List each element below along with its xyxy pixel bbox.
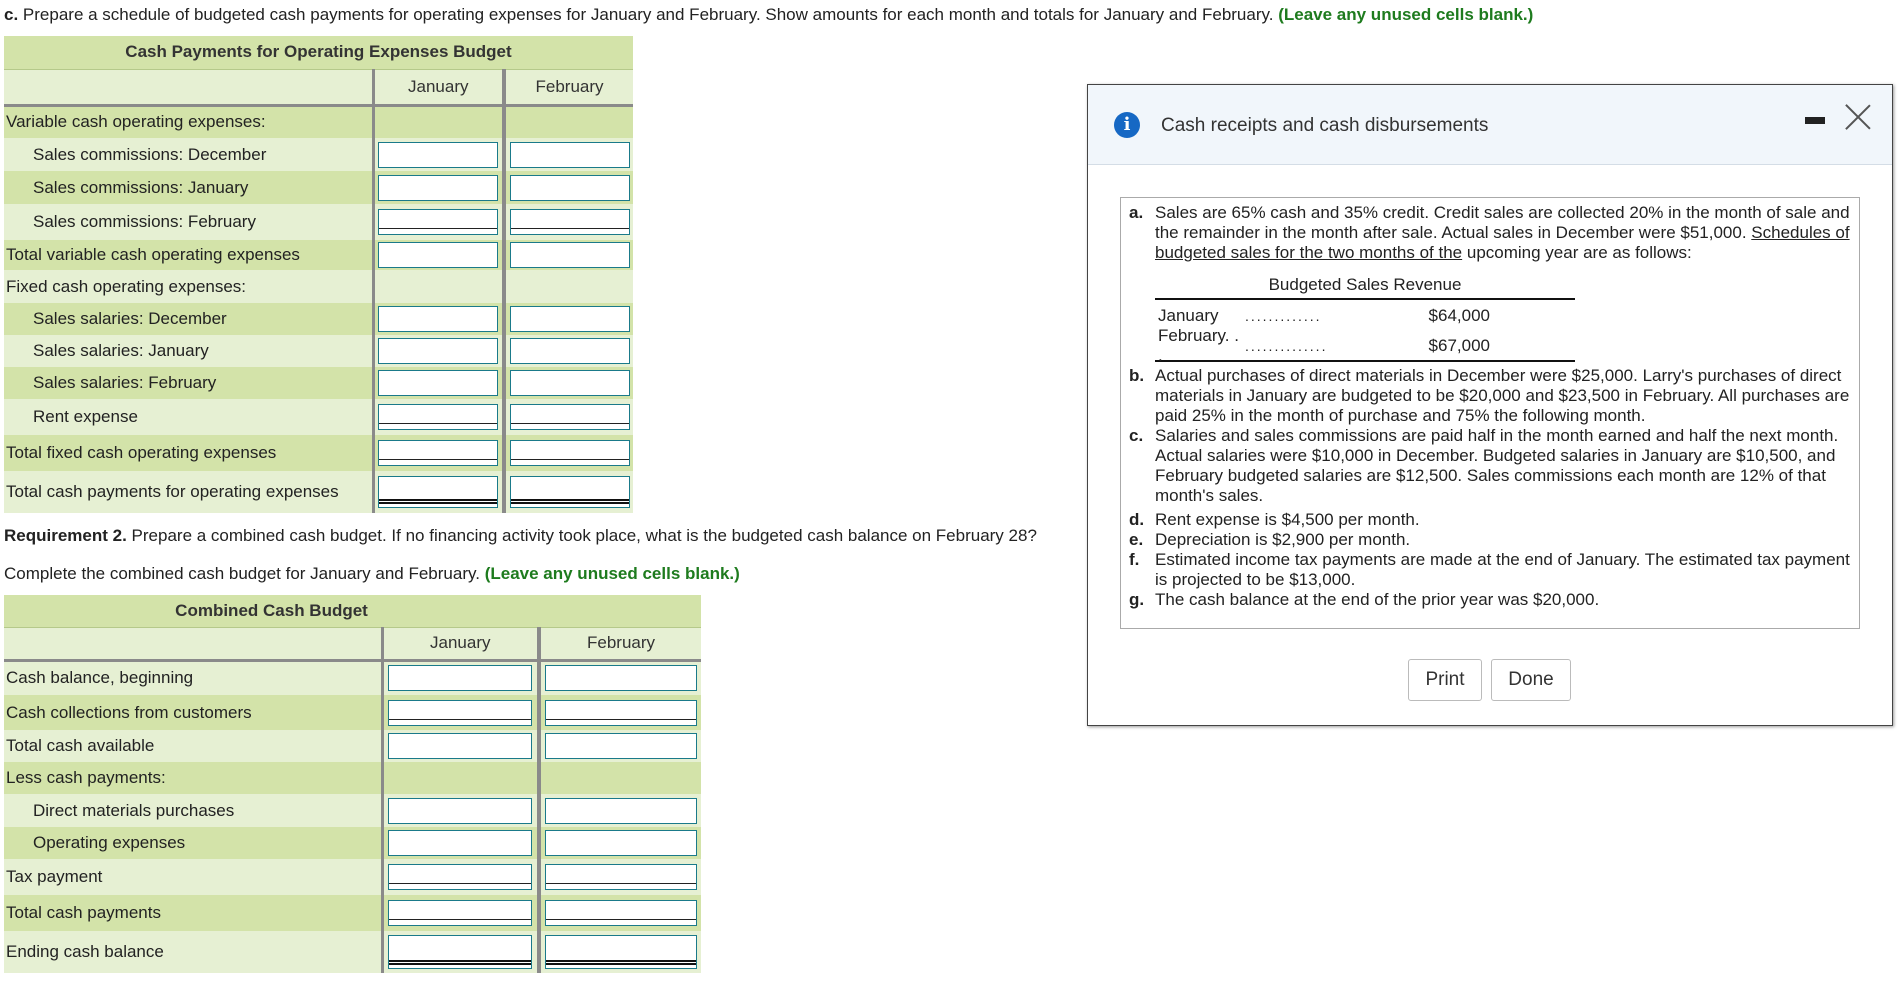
- row-label: Sales salaries: February: [4, 367, 373, 399]
- total-variable-february-input[interactable]: [510, 242, 630, 268]
- sales-commissions-february-february-input[interactable]: [510, 209, 630, 235]
- sales-commissions-january-february-input[interactable]: [510, 175, 630, 201]
- opex-budget-title: Cash Payments for Operating Expenses Budget: [4, 36, 633, 69]
- row-label: Total cash payments: [4, 895, 382, 931]
- table-row: [4, 660, 701, 695]
- item-text: The cash balance at the end of the prior year was $20,000.: [1155, 590, 1600, 609]
- item-letter: e.: [1129, 530, 1144, 549]
- part-c-text: Prepare a schedule of budgeted cash payments for operating expenses for January and February. Show amounts for each month and totals for January and February.: [22, 5, 1274, 24]
- sales-month: February. . .: [1158, 326, 1239, 365]
- row-label: Sales commissions: February: [4, 204, 373, 240]
- table-row: [4, 827, 701, 859]
- total-opex-february-input[interactable]: [510, 476, 630, 508]
- table-row: [4, 171, 633, 204]
- done-button[interactable]: Done: [1491, 659, 1571, 701]
- table-row: [4, 335, 633, 367]
- row-label: Cash collections from customers: [4, 695, 382, 730]
- total-fixed-february-input[interactable]: [510, 440, 630, 466]
- row-label: Sales salaries: January: [4, 335, 373, 367]
- requirement2-instruction: [4, 564, 740, 584]
- budgeted-sales-title: Budgeted Sales Revenue: [1155, 269, 1575, 300]
- item-letter: f.: [1129, 550, 1140, 569]
- operating-expenses-january-input[interactable]: [388, 830, 532, 856]
- table-row: [4, 105, 633, 138]
- leader-dots: ..............: [1245, 338, 1328, 354]
- total-cash-available-january-input[interactable]: [388, 733, 532, 759]
- row-label: Tax payment: [4, 859, 382, 895]
- row-label: Total fixed cash operating expenses: [4, 435, 373, 471]
- sales-month: January: [1158, 306, 1219, 325]
- table-row: [4, 270, 633, 303]
- row-label: Total cash available: [4, 730, 382, 762]
- item-letter: a.: [1129, 203, 1144, 222]
- opex-budget-table: [4, 36, 633, 513]
- item-a-text-end: upcoming year are as follows:: [1466, 243, 1692, 262]
- row-label: Less cash payments:: [4, 762, 382, 794]
- requirement2-heading: Requirement 2.: [4, 526, 127, 545]
- tax-payment-february-input[interactable]: [545, 864, 697, 890]
- row-label: Sales salaries: December: [4, 303, 373, 335]
- sales-salaries-december-january-input[interactable]: [378, 306, 498, 332]
- table-row: [4, 695, 701, 730]
- item-letter: g.: [1129, 590, 1145, 609]
- table-row: [4, 730, 701, 762]
- table-row: [4, 138, 633, 171]
- item-text: Salaries and sales commissions are paid half in the month earned and half the next month. Actual salaries were $10,000 in December. Budgeted salaries in January are $10,500, and February budgeted salaries are $12,500. Sales commissions each month are 12% of that month's sales.: [1155, 426, 1839, 505]
- row-label: Sales commissions: January: [4, 171, 373, 204]
- row-label: Variable cash operating expenses:: [4, 105, 373, 138]
- table-row: [4, 931, 701, 973]
- list-item: [1129, 590, 1851, 610]
- list-item: [1129, 550, 1851, 590]
- col-header-february: February: [539, 627, 701, 660]
- ending-cash-january-input[interactable]: [388, 935, 532, 969]
- item-text: Rent expense is $4,500 per month.: [1155, 510, 1420, 529]
- requirement2-question: [4, 526, 1037, 546]
- table-row: [4, 762, 701, 794]
- budgeted-sales-table: [1155, 269, 1575, 365]
- direct-materials-january-input[interactable]: [388, 798, 532, 824]
- header-blank: [4, 69, 373, 105]
- sales-salaries-december-february-input[interactable]: [510, 306, 630, 332]
- table-row: [4, 399, 633, 435]
- operating-expenses-february-input[interactable]: [545, 830, 697, 856]
- total-variable-january-input[interactable]: [378, 242, 498, 268]
- sales-commissions-december-january-input[interactable]: [378, 142, 498, 168]
- cash-collections-february-input[interactable]: [545, 700, 697, 726]
- row-label: Total variable cash operating expenses: [4, 240, 373, 270]
- row-label: Sales commissions: December: [4, 138, 373, 171]
- cash-beginning-january-input[interactable]: [388, 665, 532, 691]
- sales-commissions-january-january-input[interactable]: [378, 175, 498, 201]
- row-label: Fixed cash operating expenses:: [4, 270, 373, 303]
- col-header-january: January: [373, 69, 504, 105]
- row-label: Rent expense: [4, 399, 373, 435]
- cash-budget-title: Combined Cash Budget: [4, 595, 539, 627]
- direct-materials-february-input[interactable]: [545, 798, 697, 824]
- total-cash-available-february-input[interactable]: [545, 733, 697, 759]
- part-c-instruction: [4, 5, 1533, 25]
- sales-amount: $64,000: [1428, 306, 1490, 325]
- sales-salaries-january-january-input[interactable]: [378, 338, 498, 364]
- ending-cash-february-input[interactable]: [545, 935, 697, 969]
- part-c-note: (Leave any unused cells blank.): [1278, 5, 1534, 24]
- list-item: [1129, 366, 1851, 426]
- part-c-prefix: c.: [4, 5, 19, 24]
- table-row: [4, 367, 633, 399]
- total-cash-payments-february-input[interactable]: [545, 900, 697, 926]
- total-opex-january-input[interactable]: [378, 476, 498, 508]
- dialog-title: Cash receipts and cash disbursements: [1161, 115, 1489, 136]
- item-a-text: Sales are 65% cash and 35% credit. Credit sales are collected 20% in the month of sale and the remainder in the month after sale. Actual sales in December were $51,000.: [1155, 203, 1850, 242]
- sales-commissions-december-february-input[interactable]: [510, 142, 630, 168]
- item-letter: b.: [1129, 366, 1145, 385]
- dialog-content[interactable]: [1120, 197, 1860, 629]
- item-text: Estimated income tax payments are made at the end of January. The estimated tax payment is projected to be $13,000.: [1155, 550, 1850, 589]
- row-label: Operating expenses: [4, 827, 382, 859]
- item-letter: c.: [1129, 426, 1144, 445]
- list-item: [1129, 530, 1851, 550]
- total-fixed-january-input[interactable]: [378, 440, 498, 466]
- print-button[interactable]: Print: [1408, 659, 1482, 701]
- row-label: Cash balance, beginning: [4, 660, 382, 695]
- minimize-icon[interactable]: [1805, 117, 1825, 124]
- table-row: [4, 471, 633, 513]
- item-text: Actual purchases of direct materials in December were $25,000. Larry's purchases of direct materials in January are budgeted to be $20,000 and $23,500 in February. All purchases are paid 25% in the month of purchase and 75% the following month.: [1155, 366, 1850, 425]
- row-label: Direct materials purchases: [4, 794, 382, 827]
- table-row: [4, 859, 701, 895]
- sales-salaries-january-february-input[interactable]: [510, 338, 630, 364]
- cash-collections-january-input[interactable]: [388, 700, 532, 726]
- list-item: [1129, 510, 1851, 530]
- requirement2-instruction-text: Complete the combined cash budget for January and February.: [4, 564, 480, 583]
- dialog-header: [1088, 85, 1892, 165]
- row-label: Ending cash balance: [4, 931, 382, 973]
- leader-dots: .............: [1245, 308, 1322, 324]
- table-row: [4, 240, 633, 270]
- cash-beginning-february-input[interactable]: [545, 665, 697, 691]
- requirement2-note: (Leave any unused cells blank.): [484, 564, 740, 583]
- sales-amount: $67,000: [1428, 336, 1490, 355]
- item-text: Depreciation is $2,900 per month.: [1155, 530, 1411, 549]
- rent-expense-february-input[interactable]: [510, 404, 630, 430]
- table-row: [4, 794, 701, 827]
- rent-expense-january-input[interactable]: [378, 404, 498, 430]
- info-icon: i: [1114, 112, 1140, 138]
- sales-commissions-february-january-input[interactable]: [378, 209, 498, 235]
- col-header-january: January: [382, 627, 539, 660]
- info-dialog: [1087, 84, 1893, 726]
- sales-salaries-february-january-input[interactable]: [378, 370, 498, 396]
- row-label: Total cash payments for operating expenses: [4, 471, 373, 513]
- table-row: [4, 895, 701, 931]
- item-letter: d.: [1129, 510, 1145, 529]
- tax-payment-january-input[interactable]: [388, 864, 532, 890]
- sales-salaries-february-february-input[interactable]: [510, 370, 630, 396]
- close-icon[interactable]: [1844, 103, 1872, 131]
- table-row: [1155, 326, 1575, 365]
- combined-cash-budget-table: [4, 595, 701, 973]
- table-row: [4, 204, 633, 240]
- item-a-text-underlined: Schedules of budgeted sales for the two months of the: [1155, 223, 1850, 262]
- table-row: [4, 303, 633, 335]
- header-blank: [4, 627, 382, 660]
- requirement2-text: Prepare a combined cash budget. If no financing activity took place, what is the budgeted cash balance on February 28?: [131, 526, 1037, 545]
- list-item: [1129, 426, 1851, 506]
- col-header-february: February: [504, 69, 633, 105]
- table-row: [4, 435, 633, 471]
- total-cash-payments-january-input[interactable]: [388, 900, 532, 926]
- list-item: [1129, 203, 1851, 263]
